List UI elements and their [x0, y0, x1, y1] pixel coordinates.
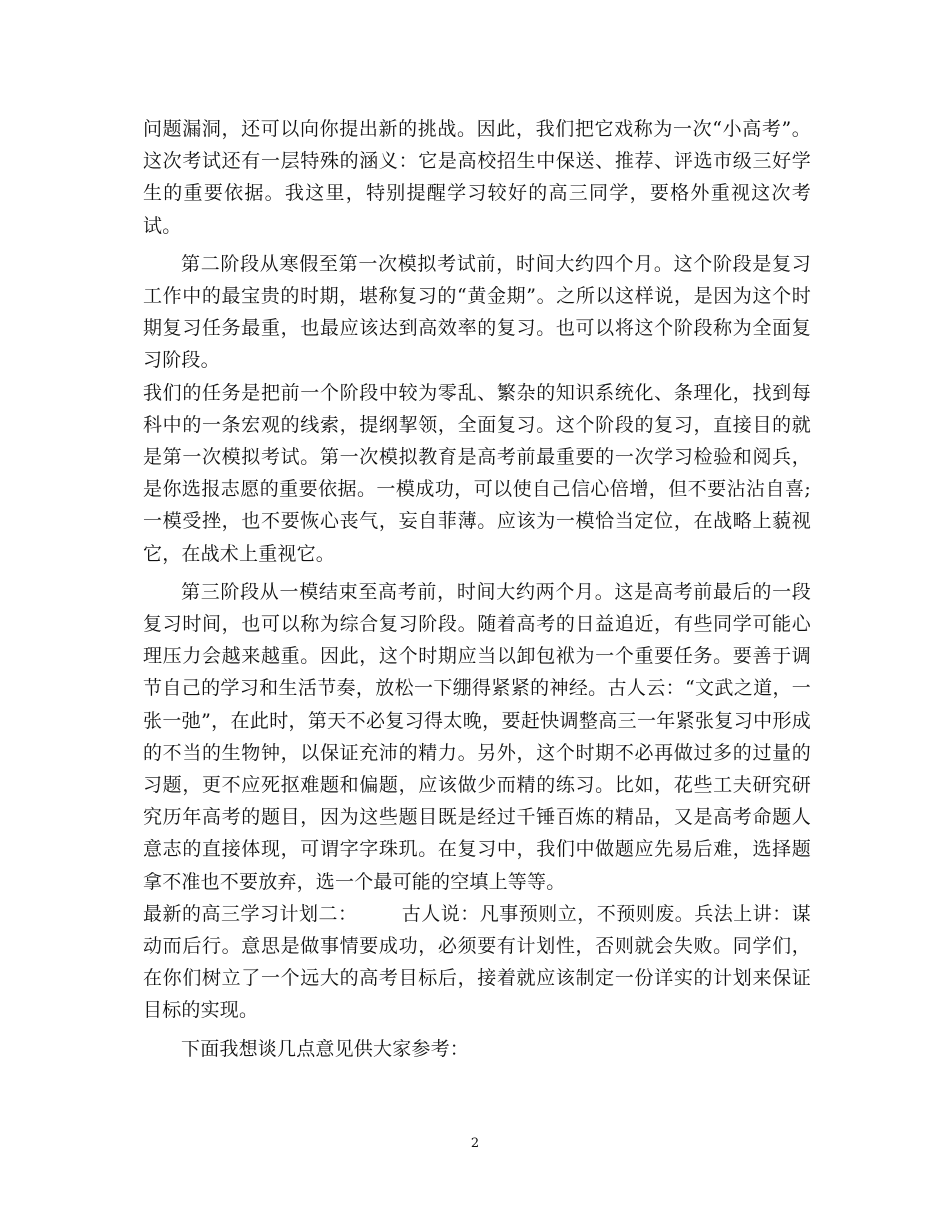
paragraph-plan-two — [143, 898, 811, 1027]
section-body: 古人说：凡事预则立，不预则废。兵法上讲：谋动而后行。意思是做事情要成功，必须要有计划性，否则就会失败。同学们，在你们树立了一个远大的高考目标后，接着就应该制定一份详实的计划来保证目标的实现。 — [143, 902, 811, 1022]
paragraph-continuation: 问题漏洞，还可以向你提出新的挑战。因此，我们把它戏称为一次“小高考”。这次考试还有一层特殊的涵义：它是高校招生中保送、推荐、评选市级三好学生的重要依据。我这里，特别提醒学习较好的高三同学，要格外重视这次考试。 — [143, 118, 811, 237]
section-heading: 最新的高三学习计划二： — [143, 902, 358, 925]
page-number: 2 — [470, 1136, 480, 1151]
paragraph-second-stage-task: 我们的任务是把前一个阶段中较为零乱、繁杂的知识系统化、条理化，找到每科中的一条宏观的线索，提纲挈领，全面复习。这个阶段的复习，直接目的就是第一次模拟考试。第一次模拟教育是高考前最重要的一次学习检验和阅兵，是你选报志愿的重要依据。一模成功，可以使自己信心倍增，但不要沾沾自喜;一模受挫，也不要恢心丧气，妄自菲薄。应该为一模恰当定位，在战略上藐视它，在战术上重视它。 — [143, 381, 811, 565]
paragraph-third-stage: 第三阶段从一模结束至高考前，时间大约两个月。这是高考前最后的一段复习时间，也可以称为综合复习阶段。随着高考的日益追近，有些同学可能心理压力会越来越重。因此，这个时期应当以卸包袱为一个重要任务。要善于调节自己的学习和生活节奏，放松一下绷得紧紧的神经。古人云：“文武之道，一张一弛”，在此时，第天不必复习得太晚，要赶快调整高三一年紧张复习中形成的不当的生物钟，以保证充沛的精力。另外，这个时期不必再做过多的过量的习题，更不应死抠难题和偏题，应该做少而精的练习。比如，花些工夫研究研究历年高考的题目，因为这些题目既是经过千锤百炼的精品，又是高考命题人意志的直接体现，可谓字字珠玑。在复习中，我们中做题应先易后难，选择题拿不准也不要放弃，选一个最可能的空填上等等。 — [143, 580, 811, 893]
document-body — [143, 113, 811, 1065]
paragraph-second-stage: 第二阶段从寒假至第一次模拟考试前，时间大约四个月。这个阶段是复习工作中的最宝贵的时期，堪称复习的“黄金期”。之所以这样说，是因为这个时期复习任务最重，也最应该达到高效率的复习。也可以将这个阶段称为全面复习阶段。 — [143, 252, 811, 372]
paragraph-closing: 下面我想谈几点意见供大家参考： — [181, 1037, 470, 1060]
